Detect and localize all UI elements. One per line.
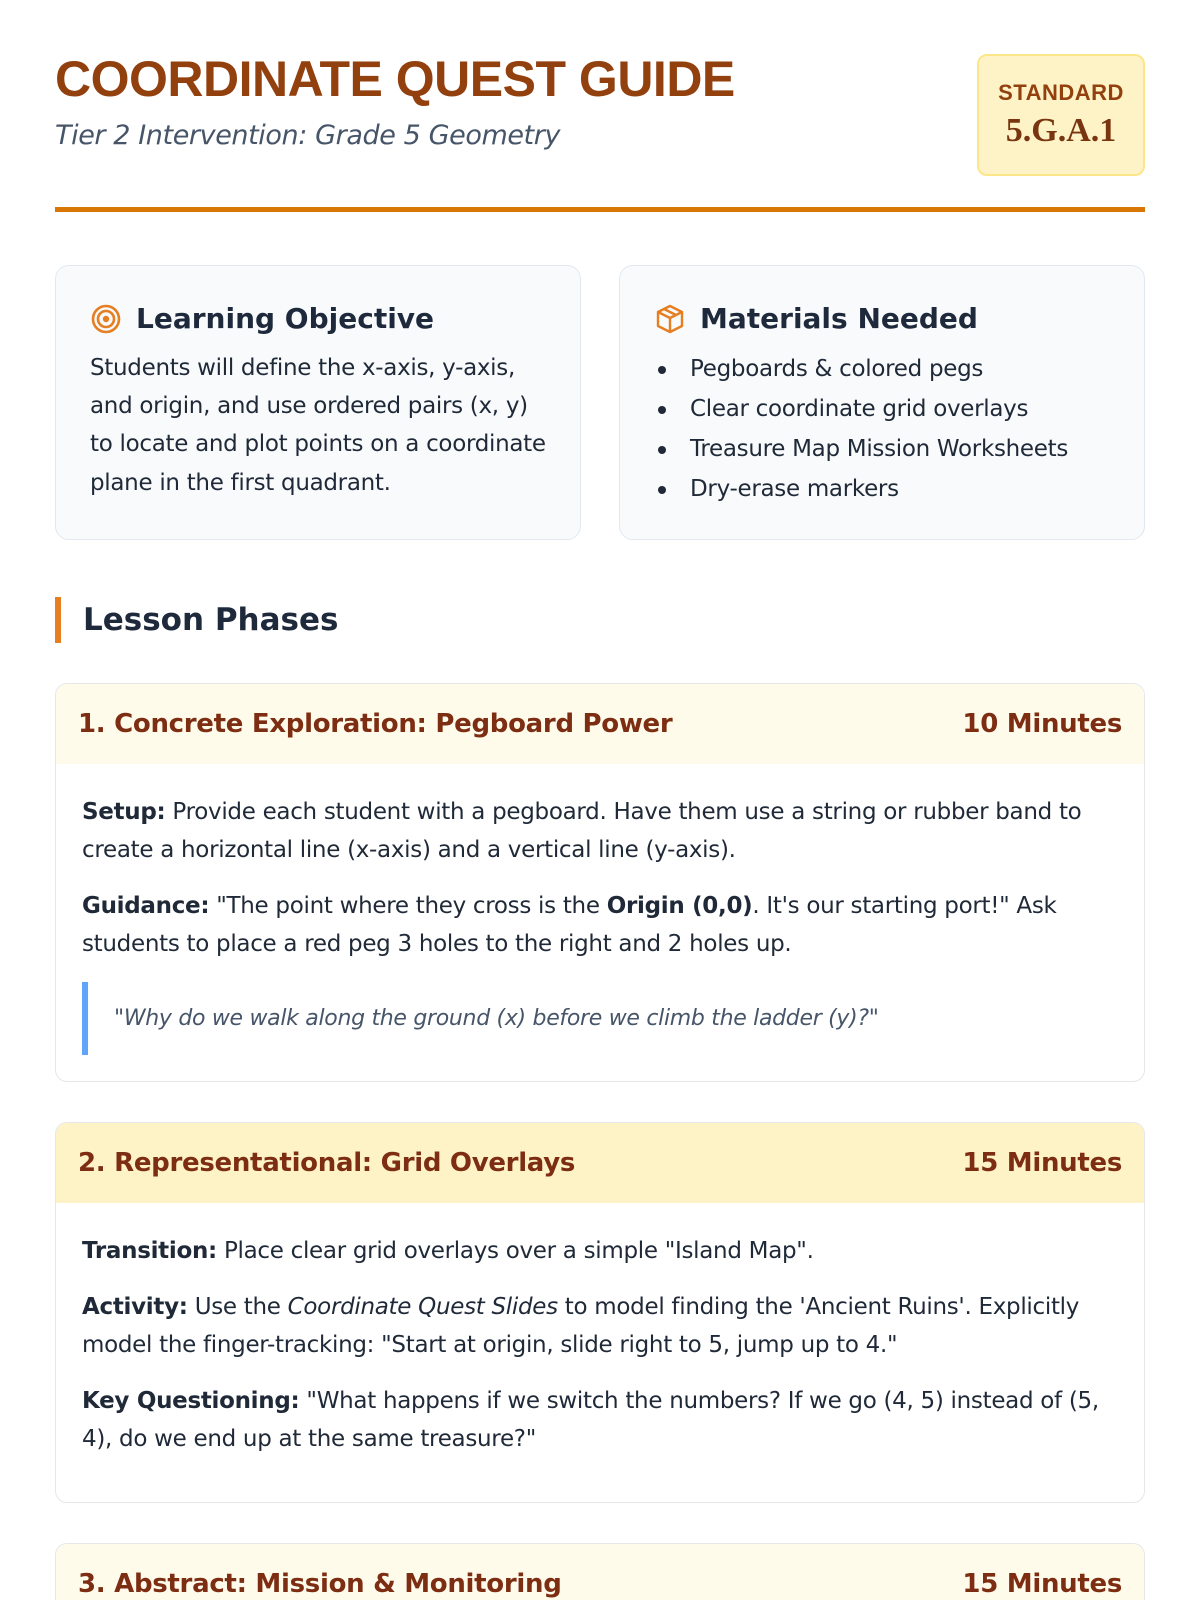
questioning-paragraph (82, 1383, 1118, 1459)
phase-card-1 (55, 683, 1145, 1082)
lesson-phases-heading (55, 597, 1145, 643)
phase-body-1 (56, 764, 1144, 1081)
objective-card-header (90, 302, 546, 335)
transition-text: Place clear grid overlays over a simple "Island Map". (216, 1237, 814, 1264)
phase-card-3 (55, 1543, 1145, 1600)
questioning-label: Key Questioning: (82, 1387, 300, 1414)
list-item: Dry-erase markers (654, 469, 1110, 509)
standard-code: 5.G.A.1 (1005, 112, 1117, 149)
questioning-text: "What happens if we switch the numbers? If we go (4, 5) instead of (5, 4), do we end up at the same treasure?" (82, 1387, 1099, 1452)
transition-paragraph (82, 1233, 1118, 1271)
guidance-origin-term: Origin (0,0) (606, 892, 753, 919)
objective-title: Learning Objective (136, 302, 435, 335)
materials-title: Materials Needed (700, 302, 978, 335)
setup-paragraph (82, 794, 1118, 870)
standard-label: STANDARD (998, 80, 1124, 105)
materials-card (619, 265, 1145, 540)
page-title: COORDINATE QUEST GUIDE (55, 51, 735, 107)
list-item: Treasure Map Mission Worksheets (654, 429, 1110, 469)
guidance-text-pre: "The point where they cross is the (209, 892, 607, 919)
phase-duration-1: 10 Minutes (962, 709, 1122, 739)
phase-header-2 (56, 1123, 1144, 1203)
phase-card-2 (55, 1122, 1145, 1504)
guidance-text-post: . It's our starting port!" Ask students to place a red peg 3 holes to the right and 2 holes up. (82, 892, 1057, 957)
phase-header-3 (56, 1544, 1144, 1600)
activity-paragraph (82, 1289, 1118, 1365)
objective-card (55, 265, 581, 540)
guidance-label: Guidance: (82, 892, 210, 919)
activity-text-pre: Use the (187, 1293, 288, 1320)
guiding-question-quote: "Why do we walk along the ground (x) before we climb the ladder (y)?" (82, 982, 1118, 1055)
page-header (55, 0, 1145, 212)
section-title: Lesson Phases (83, 602, 339, 638)
phase-duration-2: 15 Minutes (962, 1147, 1122, 1178)
standard-badge (977, 54, 1145, 176)
phase-header-1 (56, 684, 1144, 764)
info-cards (55, 265, 1145, 535)
materials-card-header (654, 302, 1110, 335)
phase-title-3: 3. Abstract: Mission & Monitoring (78, 1569, 562, 1600)
phase-title-1: 1. Concrete Exploration: Pegboard Power (78, 709, 673, 739)
box-icon (654, 303, 686, 335)
page-subtitle: Tier 2 Intervention: Grade 5 Geometry (55, 120, 561, 151)
activity-label: Activity: (82, 1293, 188, 1320)
target-icon (90, 303, 122, 335)
objective-text: Students will define the x-axis, y-axis, and origin, and use ordered pairs (x, y) to locate and plot points on a coordinate plane in the first quadrant. (90, 355, 546, 496)
phase-body-2 (56, 1203, 1144, 1503)
phase-title-2: 2. Representational: Grid Overlays (78, 1147, 576, 1178)
slides-title: Coordinate Quest Slides (287, 1293, 558, 1320)
activity-text-post: to model finding the 'Ancient Ruins'. Explicitly model the finger-tracking: "Start at origin, slide right to 5, jump up to 4." (82, 1293, 1080, 1358)
guidance-paragraph (82, 888, 1118, 964)
setup-text: Provide each student with a pegboard. Have them use a string or rubber band to create a horizontal line (x-axis) and a vertical line (y-axis). (82, 799, 1082, 863)
transition-label: Transition: (82, 1237, 217, 1264)
list-item: Pegboards & colored pegs (654, 349, 1110, 389)
materials-list (654, 349, 1110, 509)
setup-label: Setup: (82, 799, 166, 825)
list-item: Clear coordinate grid overlays (654, 389, 1110, 429)
phase-duration-3: 15 Minutes (962, 1569, 1122, 1600)
